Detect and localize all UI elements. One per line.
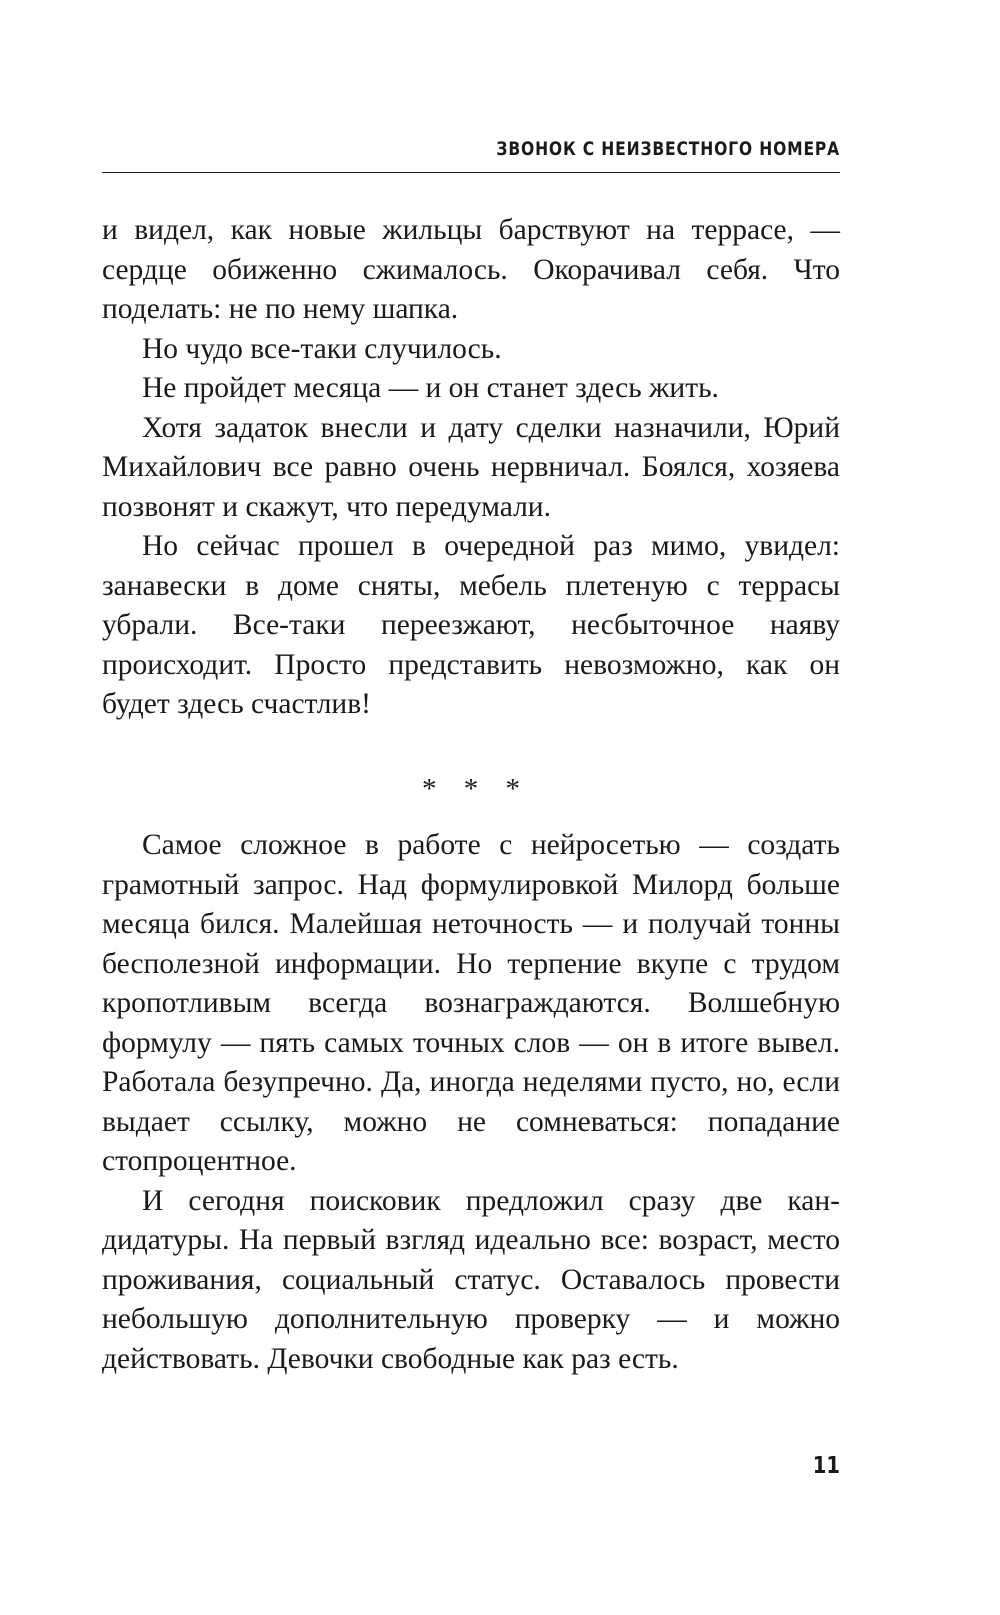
- page-number: 11: [812, 1453, 840, 1479]
- running-header: [102, 132, 840, 173]
- paragraph: Не пройдет месяца — и он станет здесь жить.: [142, 372, 719, 404]
- paragraph: Но сейчас прошел в очередной раз мимо, увидел: занавески в доме сняты, мебель плетеную с террасы убрали. Все-таки переезжают, несбыточное наяву происходит. Просто представить невозможно, как он будет здесь счастлив!: [102, 530, 840, 720]
- text-block-2: [102, 826, 840, 1379]
- running-title: ЗВОНОК С НЕИЗВЕСТНОГО НОМЕРА: [496, 138, 840, 160]
- paragraph: Хотя задаток внесли и дату сделки назначили, Юрий Михайлович все равно очень нервничал. Боялся, хозяева позвонят и скажут, что передумали.: [102, 411, 840, 523]
- paragraph: И сегодня поисковик предложил сразу две кандидатуры. На первый взгляд идеально все: возраст, место проживания, социальный статус. Оставалось провести небольшую дополнительную проверку — и можно действовать. Девочки свободные как раз есть.: [102, 1184, 840, 1375]
- paragraph: Самое сложное в работе с нейросетью — создать грамотный запрос. Над формулировкой Милорд больше месяца бился. Малейшая неточность — и получай тонны бесполезной информации. Но терпение вкупе с трудом кропотливым всегда вознаграждаются. Волшебную формулу — пять самых точных слов — он в итоге вывел. Работала безупречно. Да, иногда неделями пусто, но, если выдает ссылку, можно не сомневаться: попадание стопроцентное.: [102, 829, 840, 1177]
- section-separator: * * *: [422, 773, 530, 805]
- paragraph: Но чудо все-таки случилось.: [142, 332, 502, 365]
- text-block-1: [102, 211, 840, 725]
- paragraph: и видел, как новые жильцы барствуют на террасе, — сердце обиженно сжималось. Окорачивал себя. Что поделать: не по нему шапка.: [102, 214, 840, 325]
